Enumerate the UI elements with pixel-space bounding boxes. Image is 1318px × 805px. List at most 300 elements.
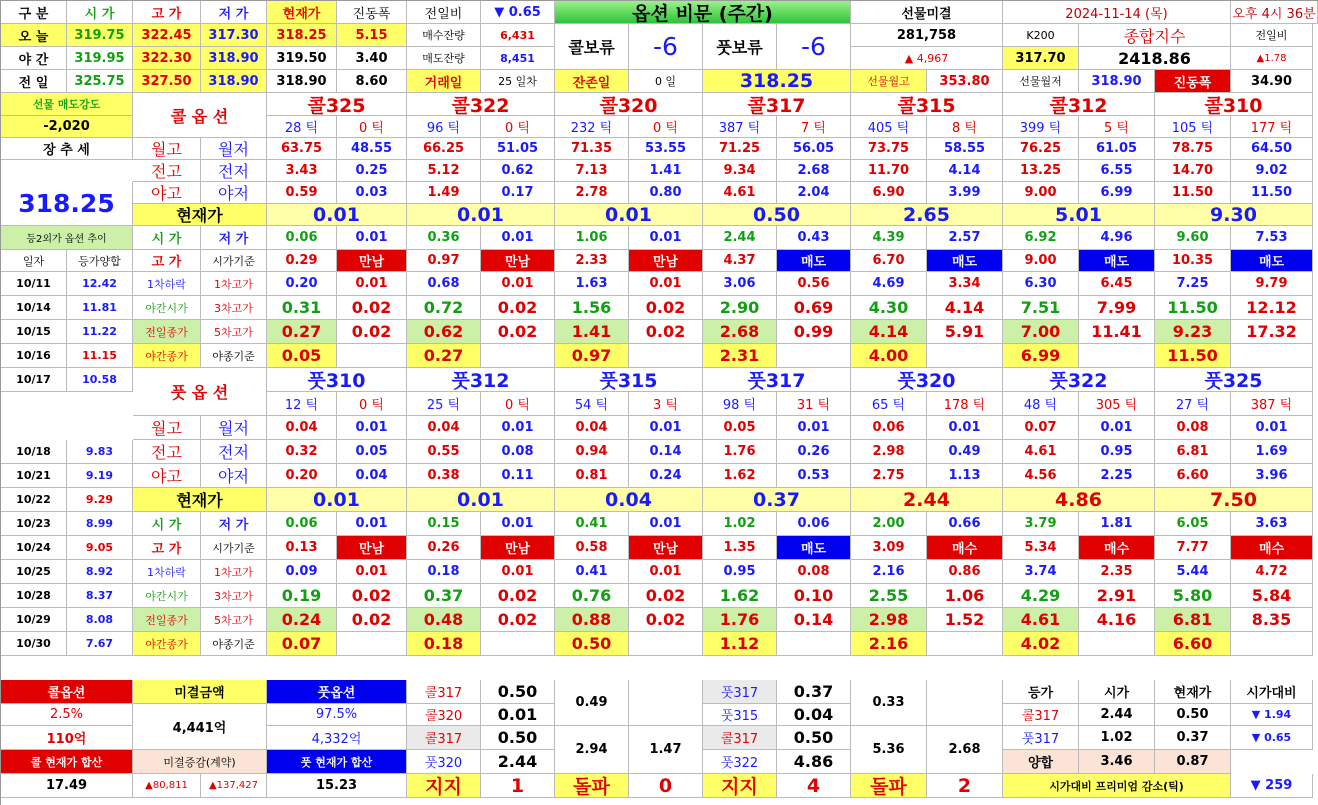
d1: 1.63 [555,272,629,296]
label-pl: 전저 [201,160,267,182]
tick-1: 399 틱 [1003,116,1079,138]
current-price: 0.01 [555,204,703,226]
label-nh: 야고 [133,464,201,488]
current-price: 2.44 [851,488,1003,512]
header-cell: 전일비 [407,1,481,24]
label-nl: 야저 [201,464,267,488]
row-label: 오 늘 [1,24,67,47]
high: 1.35 [703,536,777,560]
prev-close: 7.00 [1003,320,1079,344]
d1: 3.06 [703,272,777,296]
low: 0.01 [481,226,555,250]
pair-2-name: 풋317 [703,680,777,704]
night-high: 1.62 [703,464,777,488]
high: 0.26 [407,536,481,560]
empty [629,632,703,656]
equal-open: 1.02 [1079,726,1155,750]
h3: 7.99 [1079,296,1155,320]
row-label: 전 일 [1,70,67,93]
futures-price: 318.25 [703,70,851,93]
prev-close: 1.41 [555,320,629,344]
h3: 0.02 [629,584,703,608]
open: 0.36 [407,226,481,250]
sum-cell: 8.08 [67,608,133,632]
high: 5.34 [1003,536,1079,560]
call-hold-label: 콜보류 [555,24,629,70]
futures-oi-change: ▲ 4,967 [851,47,1003,70]
date-cell: 10/11 [1,272,67,296]
month-low: 51.05 [481,138,555,160]
label-open: 시 가 [133,226,201,250]
h3: 0.10 [777,584,851,608]
open: 9.60 [1155,226,1231,250]
break-1-label: 돌파 [555,774,629,798]
option-name: 콜320 [555,93,703,116]
date-cell: 10/16 [1,344,67,368]
open: 1.02 [703,512,777,536]
pair-1-name: 콜317 [407,680,481,704]
prev-high: 13.25 [1003,160,1079,182]
fut-mlow-label: 선물월저 [1003,70,1079,93]
option-name: 콜310 [1155,93,1313,116]
current-price: 0.01 [407,204,555,226]
tick-2: 177 틱 [1231,116,1313,138]
prev-low: 0.25 [337,160,407,182]
prev-low: 4.14 [927,160,1003,182]
h1: 0.01 [481,272,555,296]
range-value: 3.40 [337,47,407,70]
h3: 0.02 [481,296,555,320]
open: 0.41 [555,512,629,536]
night-high: 0.81 [555,464,629,488]
fut-mhigh: 353.80 [927,70,1003,93]
pair-2-name: 풋322 [703,750,777,774]
tick-1: 25 틱 [407,392,481,416]
night-open: 1.62 [703,584,777,608]
month-high: 0.07 [1003,416,1079,440]
tick-2: 0 틱 [337,392,407,416]
option-name: 콜312 [1003,93,1155,116]
month-high: 71.25 [703,138,777,160]
current-price: 0.01 [407,488,555,512]
d1: 0.20 [267,272,337,296]
h1: 0.56 [777,272,851,296]
prev-low: 0.62 [481,160,555,182]
high: 0.13 [267,536,337,560]
h5: 0.02 [337,320,407,344]
high: 0.29 [267,250,337,272]
kospi-value: 2418.86 [1079,47,1231,70]
high: 0.58 [555,536,629,560]
h1: 0.01 [629,560,703,584]
empty [337,344,407,368]
buy-remain-label: 매수잔량 [407,24,481,47]
night-close: 1.12 [703,632,777,656]
night-open: 2.90 [703,296,777,320]
header-cell: 고 가 [133,1,201,24]
h1: 0.01 [629,272,703,296]
label-d1: 1차하락 [133,560,201,584]
label-pclose: 전일종가 [133,608,201,632]
pair-2-value: 0.37 [777,680,851,704]
signal-tag: 매수 [1231,536,1313,560]
night-close: 0.27 [407,344,481,368]
month-low: 0.01 [337,416,407,440]
option-name: 풋317 [703,368,851,392]
month-high: 78.75 [1155,138,1231,160]
empty [337,632,407,656]
night-low: 0.04 [337,464,407,488]
support-2-value: 4 [777,774,851,798]
h5: 4.16 [1079,608,1155,632]
mid-1-d: 1.47 [629,726,703,774]
header-cell: 오후 4시 36분 [1231,1,1318,24]
sum-cell: 9.29 [67,488,133,512]
h3: 0.02 [337,296,407,320]
option-name: 풋310 [267,368,407,392]
date-cell: 10/24 [1,536,67,560]
equal-cur: 0.37 [1155,726,1231,750]
row-label: 야 간 [1,47,67,70]
premium-label: 시가대비 프리미엄 감소(틱) [1003,774,1231,798]
signal-tag: 만남 [337,536,407,560]
pair-1-name: 콜320 [407,704,481,726]
header-cell: 옵션 비문 (주간) [555,1,851,24]
equal-header: 현재가 [1155,680,1231,704]
high: 2.33 [555,250,629,272]
prev-high: 5.12 [407,160,481,182]
month-low: 53.55 [629,138,703,160]
prev-high: 3.43 [267,160,337,182]
label-high: 고 가 [133,536,201,560]
h5: 1.52 [927,608,1003,632]
tick-2: 3 틱 [629,392,703,416]
night-high: 11.50 [1155,182,1231,204]
date-cell: 10/14 [1,296,67,320]
tick-1: 96 틱 [407,116,481,138]
break-2-value: 2 [927,774,1003,798]
h3: 2.91 [1079,584,1155,608]
date-cell: 10/22 [1,488,67,512]
prev-close: 0.27 [267,320,337,344]
h3: 1.06 [927,584,1003,608]
month-low: 64.50 [1231,138,1313,160]
prev-close: 2.68 [703,320,777,344]
empty [777,632,851,656]
option-name: 콜315 [851,93,1003,116]
high: 4.37 [703,250,777,272]
h3: 5.84 [1231,584,1313,608]
prev-high: 0.94 [555,440,629,464]
low: 0.01 [629,226,703,250]
label-nbase: 야종기준 [201,632,267,656]
date-cell: 10/21 [1,464,67,488]
support-1-label: 지지 [407,774,481,798]
night-high: 4.61 [703,182,777,204]
month-low: 0.01 [1231,416,1313,440]
h5: 0.02 [629,608,703,632]
sum-open: 3.46 [1079,750,1155,774]
current-price: 0.01 [267,204,407,226]
d1: 0.41 [555,560,629,584]
trend-sub-label: 등2외가 옵션 추이 [1,226,133,250]
tick-2: 5 틱 [1079,116,1155,138]
fut-mlow: 318.90 [1079,70,1155,93]
tick-1: 65 틱 [851,392,927,416]
prev-value: ▲1.78 [1231,47,1313,70]
night-low: 0.24 [629,464,703,488]
empty [629,344,703,368]
option-name: 풋315 [555,368,703,392]
prev-high: 1.76 [703,440,777,464]
prev-label: 전일비 [1231,24,1313,47]
prev-low: 1.69 [1231,440,1313,464]
kospi-label: 종합지수 [1079,24,1231,47]
date-cell: 10/29 [1,608,67,632]
option-name: 콜325 [267,93,407,116]
d1: 0.18 [407,560,481,584]
night-close: 2.16 [851,632,927,656]
pair-2-value: 0.04 [777,704,851,726]
sum-cell: 7.67 [67,632,133,656]
equal-header: 시가대비 [1231,680,1313,704]
option-name: 풋312 [407,368,555,392]
night-open: 0.76 [555,584,629,608]
low-value: 318.90 [201,47,267,70]
mid-1-b [629,680,703,726]
price-big: 318.25 [1,182,133,226]
h5: 0.02 [481,608,555,632]
prev-low: 0.95 [1079,440,1155,464]
open: 6.92 [1003,226,1079,250]
prev-close: 0.24 [267,608,337,632]
h3: 12.12 [1231,296,1313,320]
label-h1: 1차고가 [201,560,267,584]
sell-remain-label: 매도잔량 [407,47,481,70]
night-low: 3.96 [1231,464,1313,488]
night-low: 2.04 [777,182,851,204]
current-price: 9.30 [1155,204,1313,226]
d1: 3.74 [1003,560,1079,584]
night-low: 0.53 [777,464,851,488]
header-cell: 진동폭 [337,1,407,24]
mid-2-a: 0.33 [851,680,927,726]
prev-low: 1.41 [629,160,703,182]
night-low: 0.11 [481,464,555,488]
high: 10.35 [1155,250,1231,272]
label-ml: 월저 [201,416,267,440]
sum-cell: 11.81 [67,296,133,320]
h5: 0.14 [777,608,851,632]
prev-low: 0.05 [337,440,407,464]
put-hold-label: 풋보류 [703,24,777,70]
prev-close: 4.61 [1003,608,1079,632]
current-value: 319.50 [267,47,337,70]
current-price: 5.01 [1003,204,1155,226]
prev-high: 11.70 [851,160,927,182]
buy-remain: 6,431 [481,24,555,47]
month-high: 71.35 [555,138,629,160]
date-cell: 10/23 [1,512,67,536]
night-close: 0.50 [555,632,629,656]
night-low: 2.25 [1079,464,1155,488]
put-hold: -6 [777,24,851,70]
tick-2: 31 틱 [777,392,851,416]
support-1-value: 1 [481,774,555,798]
month-low: 0.01 [927,416,1003,440]
night-open: 5.80 [1155,584,1231,608]
option-name: 풋325 [1155,368,1313,392]
h5: 0.99 [777,320,851,344]
premium-value: ▼ 259 [1231,774,1313,798]
tick-2: 178 틱 [927,392,1003,416]
sum-label: 양합 [1003,750,1079,774]
trend-label: 장 추 세 [1,138,133,160]
signal-tag: 매도 [1231,250,1313,272]
open-value: 319.75 [67,24,133,47]
k200-value: 317.70 [1003,47,1079,70]
h5: 5.91 [927,320,1003,344]
call-sum-label: 콜 현재가 합산 [1,750,133,774]
night-open: 4.29 [1003,584,1079,608]
high-value: 322.30 [133,47,201,70]
oi-change-label: 미결증감(계약) [133,750,267,774]
low-value: 317.30 [201,24,267,47]
open: 2.44 [703,226,777,250]
k200-label: K200 [1003,24,1079,47]
current-price: 7.50 [1155,488,1313,512]
prev-low: 0.26 [777,440,851,464]
d1: 2.16 [851,560,927,584]
label-d1: 1차하락 [133,272,201,296]
open: 4.39 [851,226,927,250]
option-name: 풋322 [1003,368,1155,392]
date-header: 일자 [1,250,67,272]
low: 0.43 [777,226,851,250]
label-nl: 야저 [201,182,267,204]
prev-close: 1.76 [703,608,777,632]
prev-high: 2.98 [851,440,927,464]
prev-close: 0.88 [555,608,629,632]
put-option-label: 풋옵션 [267,680,407,704]
mid-1-a: 0.49 [555,680,629,726]
open: 1.06 [555,226,629,250]
month-low: 48.55 [337,138,407,160]
prev-high: 0.32 [267,440,337,464]
night-close: 4.02 [1003,632,1079,656]
range-value: 5.15 [337,24,407,47]
h1: 0.08 [777,560,851,584]
signal-tag: 만남 [481,250,555,272]
night-high: 6.60 [1155,464,1231,488]
current-value: 318.25 [267,24,337,47]
mid-2-d: 2.68 [927,726,1003,774]
tick-1: 232 틱 [555,116,629,138]
label-nclose: 야간종가 [133,344,201,368]
open: 2.00 [851,512,927,536]
prev-close: 2.98 [851,608,927,632]
h5: 11.41 [1079,320,1155,344]
h1: 0.01 [337,272,407,296]
header-cell: 2024-11-14 (목) [1003,1,1231,24]
sum-cur: 0.87 [1155,750,1231,774]
futures-oi: 281,758 [851,24,1003,47]
label-nopen: 야간시가 [133,584,201,608]
prev-high: 0.55 [407,440,481,464]
fut-mhigh-label: 선물월고 [851,70,927,93]
vib-label: 진동폭 [1155,70,1231,93]
signal-tag: 매도 [777,250,851,272]
night-high: 0.38 [407,464,481,488]
signal-tag: 만남 [337,250,407,272]
low: 1.81 [1079,512,1155,536]
prev-low: 6.55 [1079,160,1155,182]
empty [481,632,555,656]
low: 0.06 [777,512,851,536]
label-h1: 1차고가 [201,272,267,296]
label-open: 시 가 [133,512,201,536]
mid-2-c: 5.36 [851,726,927,774]
label-pl: 전저 [201,440,267,464]
pair-2-value: 0.50 [777,726,851,750]
h1: 0.01 [481,560,555,584]
month-low: 0.01 [629,416,703,440]
night-high: 0.59 [267,182,337,204]
label-current: 현재가 [133,488,267,512]
option-name: 콜317 [703,93,851,116]
night-close: 0.97 [555,344,629,368]
break-1-value: 0 [629,774,703,798]
h1: 0.01 [337,560,407,584]
tick-1: 28 틱 [267,116,337,138]
night-open: 1.56 [555,296,629,320]
night-high: 2.78 [555,182,629,204]
label-h3: 3차고가 [201,584,267,608]
label-ph: 전고 [133,160,201,182]
night-low: 0.03 [337,182,407,204]
prev-close: 0.62 [407,320,481,344]
d1: 5.44 [1155,560,1231,584]
d1: 0.68 [407,272,481,296]
pair-2-name: 콜317 [703,726,777,750]
empty [1079,632,1155,656]
label-open-base: 시가기준 [201,250,267,272]
month-low: 0.01 [481,416,555,440]
tick-2: 0 틱 [481,116,555,138]
pair-1-name: 콜317 [407,726,481,750]
tick-1: 105 틱 [1155,116,1231,138]
sum-cell: 8.92 [67,560,133,584]
remain-label: 잔존일 [555,70,629,93]
option-name: 콜322 [407,93,555,116]
signal-tag: 매수 [927,536,1003,560]
h3: 0.02 [481,584,555,608]
pair-1-name: 풋320 [407,750,481,774]
tick-1: 48 틱 [1003,392,1079,416]
high-value: 322.45 [133,24,201,47]
date-cell: 10/30 [1,632,67,656]
night-low: 6.99 [1079,182,1155,204]
tick-2: 8 틱 [927,116,1003,138]
oi-change-1: ▲80,811 [133,774,201,798]
sum-cell: 11.15 [67,344,133,368]
night-open: 11.50 [1155,296,1231,320]
month-high: 73.75 [851,138,927,160]
sum-cell: 11.22 [67,320,133,344]
prev-low: 2.68 [777,160,851,182]
oi-total: 4,441억 [133,704,267,750]
current-value: 318.90 [267,70,337,93]
